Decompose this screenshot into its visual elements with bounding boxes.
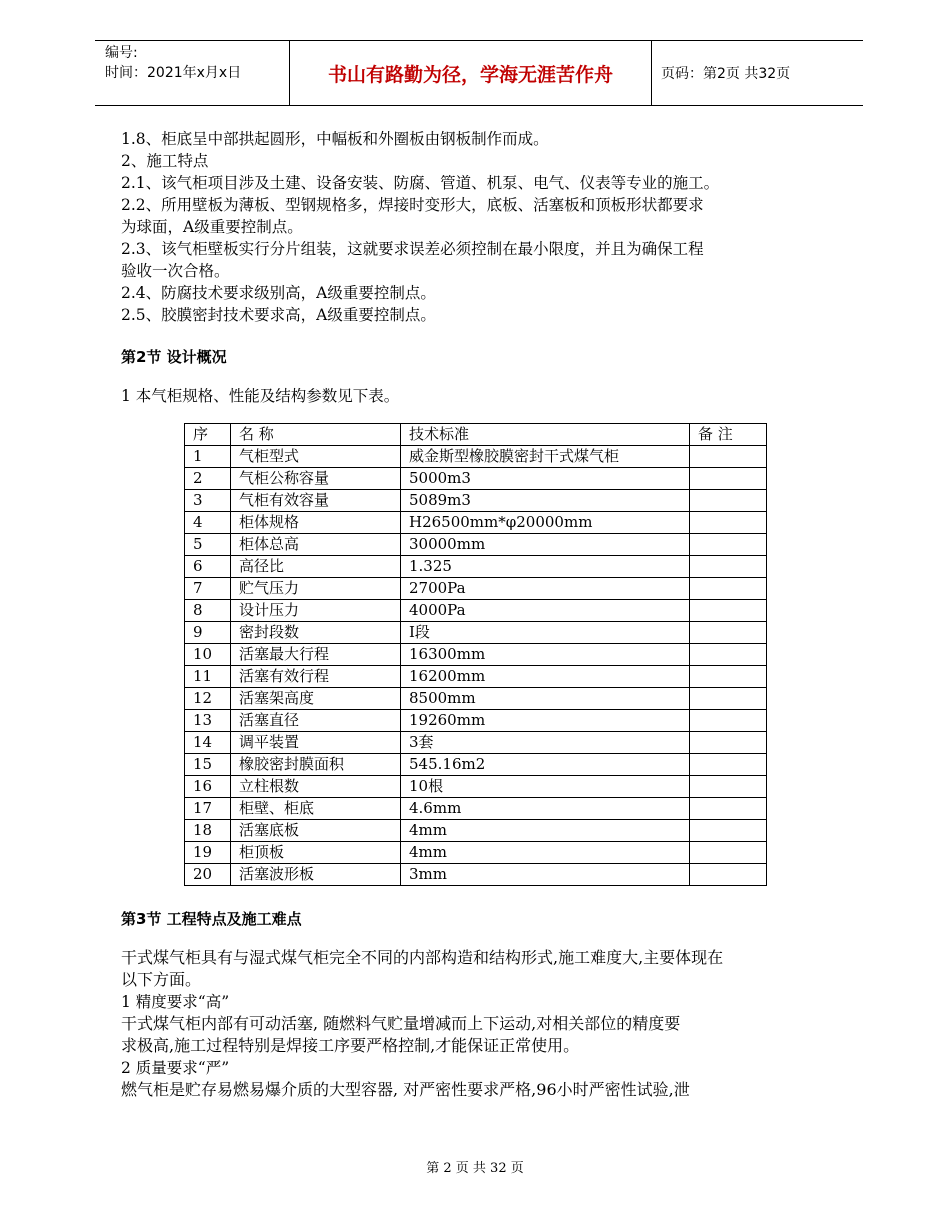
paragraph-line: 1.8、柜底呈中部拱起圆形，中幅板和外圈板由钢板制作而成。 <box>121 130 549 148</box>
cell-no: 13 <box>185 710 231 732</box>
cell-standard: 19260mm <box>401 710 690 732</box>
cell-remarks <box>690 622 767 644</box>
cell-no: 1 <box>185 446 231 468</box>
paragraph-line: 2.3、该气柜壁板实行分片组装，这就要求误差必须控制在最小限度，并且为确保工程 <box>121 240 704 258</box>
cell-no: 5 <box>185 534 231 556</box>
cell-standard: 4000Pa <box>401 600 690 622</box>
cell-standard: 1.325 <box>401 556 690 578</box>
cell-remarks <box>690 710 767 732</box>
table-row <box>185 842 767 864</box>
paragraph-line: 2.5、胶膜密封技术要求高，A级重要控制点。 <box>121 306 436 324</box>
cell-no: 17 <box>185 798 231 820</box>
cell-remarks <box>690 666 767 688</box>
section-3 <box>121 908 839 1101</box>
paragraph-line: 干式煤气柜具有与湿式煤气柜完全不同的内部构造和结构形式,施工难度大,主要体现在 <box>121 948 724 967</box>
cell-standard: H26500mm*φ20000mm <box>401 512 690 534</box>
cell-remarks <box>690 644 767 666</box>
cell-remarks <box>690 864 767 886</box>
document-body <box>121 128 839 407</box>
cell-name: 柜体规格 <box>231 512 401 534</box>
section-2-intro: 1 本气柜规格、性能及结构参数见下表。 <box>121 387 400 405</box>
cell-remarks <box>690 578 767 600</box>
paragraph-line: 以下方面。 <box>121 970 202 989</box>
table-row <box>185 754 767 776</box>
cell-name: 活塞最大行程 <box>231 644 401 666</box>
header-meta-cell <box>95 41 290 105</box>
column-header-no: 序 <box>185 424 231 446</box>
cell-remarks <box>690 820 767 842</box>
cell-no: 4 <box>185 512 231 534</box>
cell-name: 柜体总高 <box>231 534 401 556</box>
cell-no: 3 <box>185 490 231 512</box>
cell-remarks <box>690 732 767 754</box>
cell-standard: I段 <box>401 622 690 644</box>
cell-standard: 5000m3 <box>401 468 690 490</box>
cell-no: 15 <box>185 754 231 776</box>
cell-name: 活塞有效行程 <box>231 666 401 688</box>
cell-no: 9 <box>185 622 231 644</box>
cell-no: 2 <box>185 468 231 490</box>
page-header <box>95 40 863 106</box>
paragraph-line: 求极高,施工过程特别是焊接工序要严格控制,才能保证正常使用。 <box>121 1036 580 1055</box>
table-row <box>185 512 767 534</box>
paragraph-line: 干式煤气柜内部有可动活塞, 随燃料气贮量增减而上下运动,对相关部位的精度要 <box>121 1014 681 1033</box>
cell-no: 18 <box>185 820 231 842</box>
cell-name: 高径比 <box>231 556 401 578</box>
cell-standard: 16200mm <box>401 666 690 688</box>
cell-remarks <box>690 556 767 578</box>
header-motto: 书山有路勤为径，学海无涯苦作舟 <box>290 41 652 105</box>
cell-name: 立柱根数 <box>231 776 401 798</box>
cell-remarks <box>690 534 767 556</box>
cell-name: 活塞直径 <box>231 710 401 732</box>
column-header-name: 名 称 <box>231 424 401 446</box>
table-row <box>185 490 767 512</box>
paragraph-line: 2.2、所用壁板为薄板、型钢规格多，焊接时变形大，底板、活塞板和顶板形状都要求 <box>121 196 704 214</box>
cell-standard: 8500mm <box>401 688 690 710</box>
column-header-standard: 技术标准 <box>401 424 690 446</box>
table-row <box>185 820 767 842</box>
table-row <box>185 732 767 754</box>
table-row <box>185 688 767 710</box>
paragraph-line: 为球面，A级重要控制点。 <box>121 218 303 236</box>
cell-name: 气柜公称容量 <box>231 468 401 490</box>
header-number-label: 编号: <box>105 45 138 61</box>
table-row <box>185 446 767 468</box>
paragraph-line: 燃气柜是贮存易燃易爆介质的大型容器, 对严密性要求严格,96小时严密性试验,泄 <box>121 1080 690 1099</box>
table-row <box>185 666 767 688</box>
column-header-remarks: 备 注 <box>690 424 767 446</box>
cell-name: 柜顶板 <box>231 842 401 864</box>
cell-remarks <box>690 490 767 512</box>
cell-standard: 4.6mm <box>401 798 690 820</box>
table-row <box>185 578 767 600</box>
cell-remarks <box>690 842 767 864</box>
cell-remarks <box>690 468 767 490</box>
cell-name: 气柜型式 <box>231 446 401 468</box>
table-row <box>185 534 767 556</box>
cell-no: 7 <box>185 578 231 600</box>
cell-no: 19 <box>185 842 231 864</box>
table-header-row <box>185 424 767 446</box>
cell-standard: 3mm <box>401 864 690 886</box>
section-3-heading: 第3节 工程特点及施工难点 <box>121 910 302 928</box>
cell-name: 橡胶密封膜面积 <box>231 754 401 776</box>
table-row <box>185 644 767 666</box>
cell-standard: 3套 <box>401 732 690 754</box>
cell-name: 活塞波形板 <box>231 864 401 886</box>
cell-name: 活塞底板 <box>231 820 401 842</box>
cell-standard: 2700Pa <box>401 578 690 600</box>
paragraph-line: 2.4、防腐技术要求级别高，A级重要控制点。 <box>121 284 436 302</box>
cell-name: 贮气压力 <box>231 578 401 600</box>
cell-name: 调平装置 <box>231 732 401 754</box>
paragraph-line: 2 质量要求“严” <box>121 1059 230 1077</box>
table-row <box>185 798 767 820</box>
page-footer: 第 2 页 共 32 页 <box>426 1161 524 1176</box>
cell-name: 密封段数 <box>231 622 401 644</box>
cell-no: 16 <box>185 776 231 798</box>
cell-remarks <box>690 776 767 798</box>
cell-no: 20 <box>185 864 231 886</box>
table-row <box>185 864 767 886</box>
table-row <box>185 776 767 798</box>
cell-standard: 5089m3 <box>401 490 690 512</box>
cell-remarks <box>690 798 767 820</box>
table-row <box>185 556 767 578</box>
section-2-heading: 第2节 设计概况 <box>121 348 227 366</box>
cell-remarks <box>690 446 767 468</box>
cell-no: 12 <box>185 688 231 710</box>
paragraph-line: 2.1、该气柜项目涉及土建、设备安装、防腐、管道、机泵、电气、仪表等专业的施工。 <box>121 174 720 192</box>
cell-standard: 威金斯型橡胶膜密封干式煤气柜 <box>401 446 690 468</box>
paragraph-line: 2、施工特点 <box>121 152 209 170</box>
cell-remarks <box>690 512 767 534</box>
paragraph-line: 验收一次合格。 <box>121 262 230 280</box>
cell-standard: 16300mm <box>401 644 690 666</box>
header-time-label: 时间：2021年x月x日 <box>105 65 242 81</box>
cell-no: 14 <box>185 732 231 754</box>
cell-standard: 4mm <box>401 820 690 842</box>
table-row <box>185 622 767 644</box>
cell-no: 8 <box>185 600 231 622</box>
table-row <box>185 710 767 732</box>
cell-remarks <box>690 600 767 622</box>
cell-standard: 10根 <box>401 776 690 798</box>
cell-standard: 545.16m2 <box>401 754 690 776</box>
cell-remarks <box>690 688 767 710</box>
table-row <box>185 600 767 622</box>
parameters-table <box>184 423 767 886</box>
table-row <box>185 468 767 490</box>
cell-name: 柜壁、柜底 <box>231 798 401 820</box>
cell-no: 10 <box>185 644 231 666</box>
cell-no: 11 <box>185 666 231 688</box>
paragraph-line: 1 精度要求“高” <box>121 993 230 1011</box>
header-page-code: 页码：第2页 共32页 <box>661 66 791 82</box>
cell-standard: 30000mm <box>401 534 690 556</box>
cell-standard: 4mm <box>401 842 690 864</box>
cell-name: 设计压力 <box>231 600 401 622</box>
cell-name: 气柜有效容量 <box>231 490 401 512</box>
cell-name: 活塞架高度 <box>231 688 401 710</box>
cell-remarks <box>690 754 767 776</box>
cell-no: 6 <box>185 556 231 578</box>
